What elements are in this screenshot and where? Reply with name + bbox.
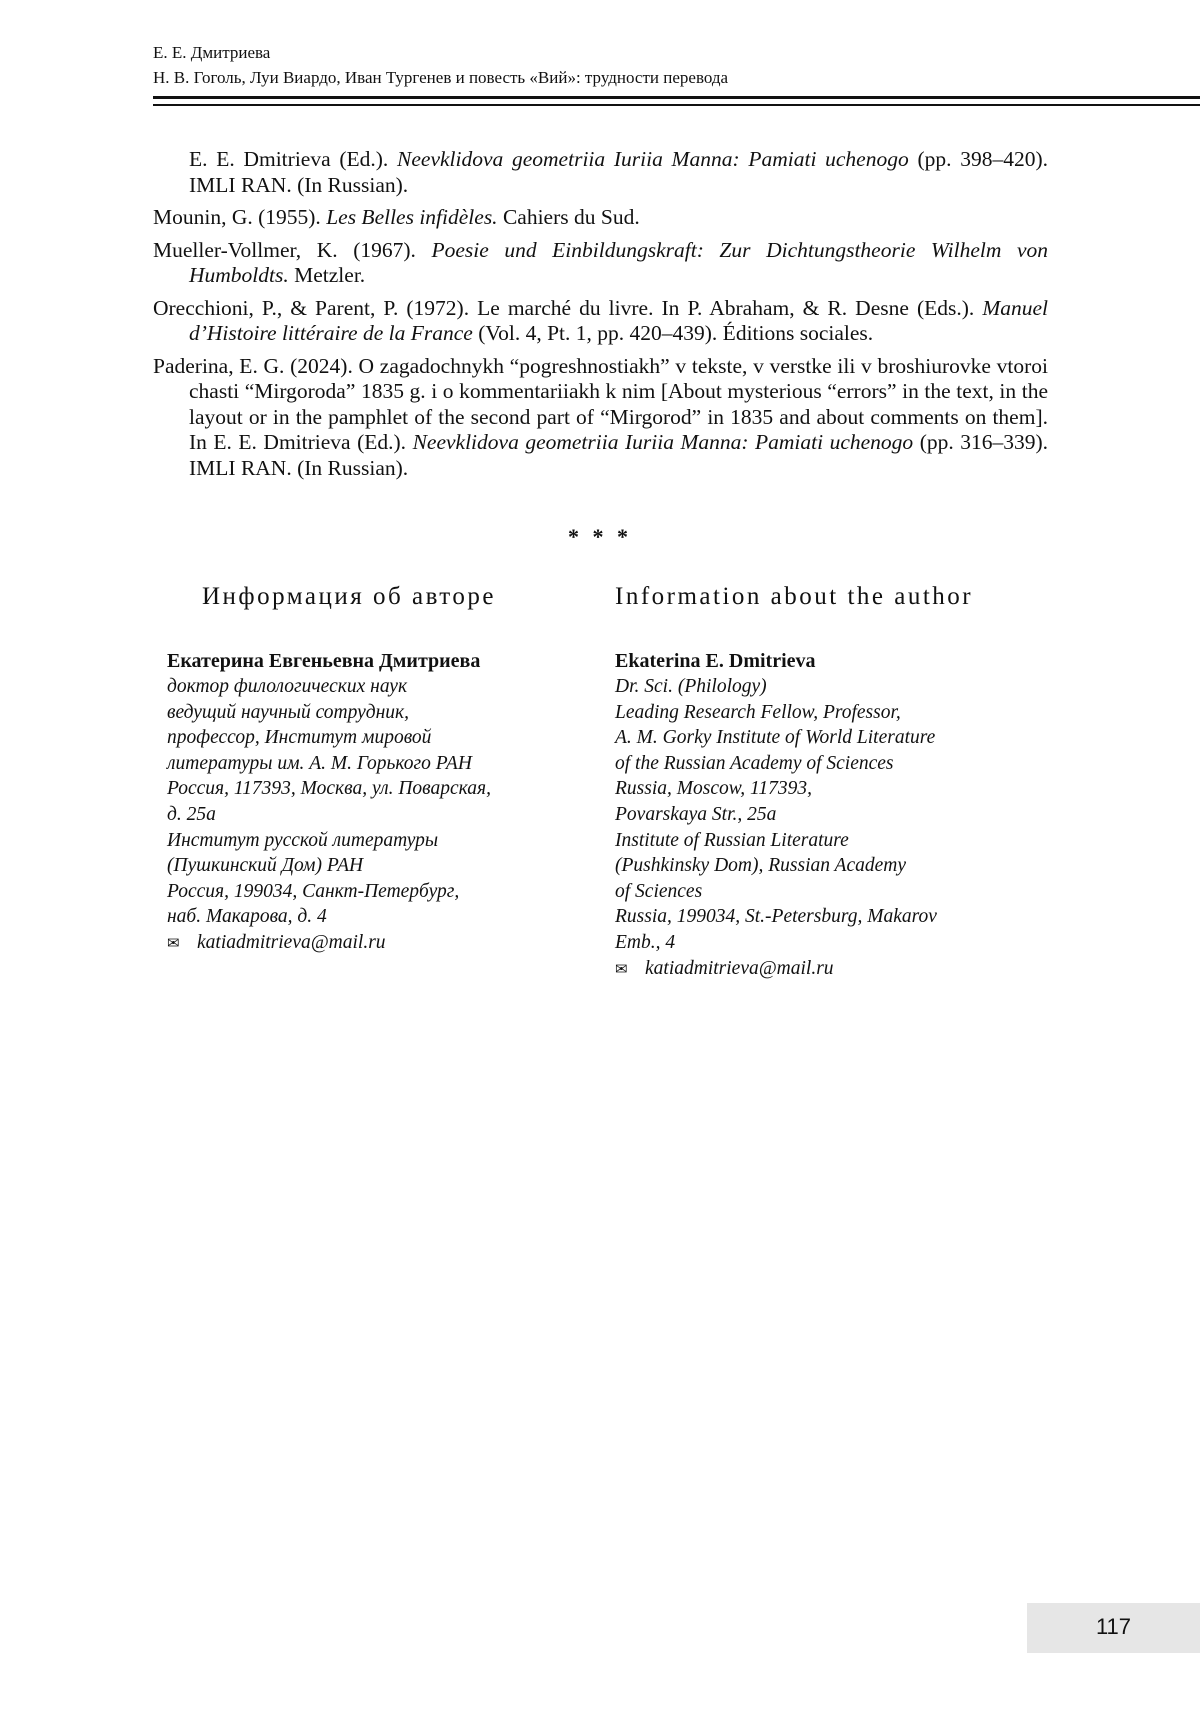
reference-text: (pp. 398–420). IMLI RAN. (In Russian).	[189, 147, 1048, 197]
envelope-icon: ✉	[615, 961, 628, 978]
reference-title: Neevklidova geometriia Iuriia Manna: Pamiati uchenogo	[412, 430, 914, 454]
author-detail-line-ru: Россия, 199034, Санкт-Петербург,	[167, 880, 460, 902]
running-head	[153, 40, 1200, 90]
running-head-title: Н. В. Гоголь, Луи Виардо, Иван Тургенев и повесть «Вий»: трудности перевода	[153, 68, 729, 87]
author-detail-line-en: Povarskaya Str., 25a	[615, 803, 777, 825]
author-name-ru: Екатерина Евгеньевна Дмитриева	[167, 650, 481, 672]
author-details-ru	[167, 674, 597, 930]
author-info-ru	[167, 583, 597, 958]
reference-text: Orecchioni, P., & Parent, P. (1972). Le marché du livre. In P. Abraham, & R. Desne (Eds.).	[153, 295, 983, 320]
author-detail-line-ru: доктор филологических наук	[167, 676, 408, 697]
envelope-icon: ✉	[167, 935, 180, 952]
page-number-box	[1027, 1603, 1200, 1653]
email-row-en	[615, 956, 1045, 984]
reference-list	[153, 147, 1048, 488]
reference-text: Mounin, G. (1955).	[153, 205, 327, 229]
reference-text: Cahiers du Sud.	[497, 205, 640, 229]
header-rule-thick	[153, 96, 1200, 99]
email-row-ru	[167, 930, 597, 958]
header-rule-thin	[153, 104, 1200, 106]
reference-entry	[153, 354, 1048, 482]
author-detail-line-en: A. M. Gorky Institute of World Literature	[615, 727, 936, 749]
author-detail-line-en: (Pushkinsky Dom), Russian Academy	[615, 855, 906, 877]
author-detail-line-ru: ведущий научный сотрудник,	[167, 701, 409, 723]
reference-entry	[153, 238, 1048, 289]
page-number: 117	[1095, 1614, 1132, 1639]
author-detail-line-en: of Sciences	[615, 880, 703, 902]
author-detail-line-ru: Россия, 117393, Москва, ул. Поварская,	[167, 778, 491, 800]
reference-text: E. E. Dmitrieva (Ed.).	[189, 147, 398, 171]
reference-text: Mueller-Vollmer, K. (1967).	[153, 237, 432, 262]
author-detail-line-en: Emb., 4	[615, 931, 676, 953]
author-info-heading-en: Information about the author	[615, 583, 974, 610]
author-detail-line-ru: профессор, Институт мировой	[167, 727, 432, 749]
author-detail-line-en: Russia, Moscow, 117393,	[615, 778, 812, 800]
reference-entry	[153, 205, 1048, 231]
reference-text: Metzler.	[288, 263, 366, 287]
reference-entry	[153, 296, 1048, 347]
author-detail-line-ru: Институт русской литературы	[167, 829, 439, 851]
running-head-author: Е. Е. Дмитриева	[153, 43, 271, 62]
reference-text: Paderina, E. G. (2024). O zagadochnykh “pogreshnostiakh” v tekste, v verstke ili v broshiurovke vtoroi chasti “Mirgoroda” 1835 g. i o kommentariiakh k nim [About mysterious “errors” in the text, in the layout or in the pamphlet of the second part of “Mirgorod” in 1835 and about comments on them]. In E. E. Dmitrieva (Ed.).	[153, 353, 1048, 454]
author-detail-line-ru: (Пушкинский Дом) РАН	[167, 855, 364, 877]
reference-title: Les Belles infidèles.	[326, 205, 498, 229]
reference-text: (Vol. 4, Pt. 1, pp. 420–439). Éditions sociales.	[472, 321, 874, 345]
author-info-heading-ru: Информация об авторе	[202, 583, 496, 610]
author-detail-line-en: Russia, 199034, St.-Petersburg, Makarov	[615, 906, 937, 928]
author-detail-line-ru: наб. Макарова, д. 4	[167, 906, 327, 928]
author-detail-line-en: Dr. Sci. (Philology)	[615, 676, 767, 697]
reference-title: Neevklidova geometriia Iuriia Manna: Pamiati uchenogo	[397, 147, 909, 171]
reference-entry	[153, 147, 1048, 198]
reference-title: Poesie und Einbildungskraft: Zur Dichtungstheorie Wilhelm von Humboldts.	[189, 237, 1048, 287]
author-details-en	[615, 674, 1045, 956]
author-detail-line-ru: д. 25а	[167, 803, 216, 825]
section-separator: * * *	[568, 524, 632, 549]
author-detail-line-en: of the Russian Academy of Sciences	[615, 752, 894, 774]
author-detail-line-en: Leading Research Fellow, Professor,	[615, 701, 901, 723]
reference-text: (pp. 316–339). IMLI RAN. (In Russian).	[189, 430, 1049, 480]
author-detail-line-ru: литературы им. А. М. Горького РАН	[167, 752, 472, 774]
author-name-en: Ekaterina E. Dmitrieva	[615, 650, 816, 672]
author-email-en[interactable]: katiadmitrieva@mail.ru	[645, 957, 834, 979]
reference-title: Manuel d’Histoire littéraire de la France	[189, 295, 1048, 345]
author-email-ru[interactable]: katiadmitrieva@mail.ru	[197, 931, 386, 953]
author-info-en	[615, 583, 1045, 983]
author-detail-line-en: Institute of Russian Literature	[615, 829, 849, 851]
